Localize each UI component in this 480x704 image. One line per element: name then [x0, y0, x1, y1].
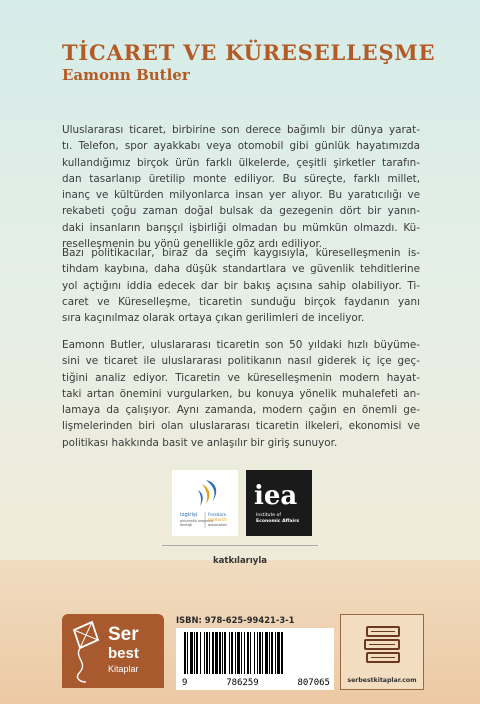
iea-line-1: Institute of — [256, 513, 281, 518]
barcode-bar — [231, 632, 233, 674]
barcode-bar — [257, 632, 258, 674]
barcode-bar — [269, 632, 270, 674]
blurb-line: Bazı politikacılar, biraz da seçim kaygısıyla, küreselleşmenin is- — [62, 247, 420, 259]
barcode-bar — [265, 632, 268, 674]
barcode-bar — [277, 632, 280, 674]
barcode-bar — [271, 632, 273, 674]
barcode-digits — [178, 678, 334, 688]
blurb-paragraph-3 — [62, 337, 420, 451]
blurb-paragraph-2 — [62, 245, 420, 326]
izgirisi-tagline-2: derneği — [180, 523, 193, 527]
barcode-bar — [241, 632, 242, 674]
blurb-line: Uluslararası ticaret, birbirine son derece bağımlı bir dünya yarat- — [62, 124, 420, 136]
iea-line-2: Economic Affairs — [256, 519, 300, 524]
stacked-books-icon — [363, 623, 403, 669]
barcode-bar — [275, 632, 276, 674]
blurb-line: dan tasarlanıp üretilip monte ediliyor. Bu süreçte, farklı millet, — [62, 172, 420, 185]
publisher-name-line-1: Ser — [108, 624, 139, 645]
barcode-bar — [259, 632, 261, 674]
barcode-bar — [237, 632, 240, 674]
iea-wordmark — [246, 470, 312, 536]
barcode-bars — [184, 632, 326, 674]
publisher-name-line-3: Kitaplar — [108, 664, 139, 674]
barcode-bar — [229, 632, 230, 674]
blurb-line: reselleşmenin bu yönü genellikle göz ardı ediliyor. — [62, 238, 323, 251]
blurb-line: daki insanların barışçıl işbirliği olmadan bu mümkün olmazdı. Kü- — [62, 221, 420, 234]
publisher-logo — [62, 614, 164, 688]
barcode-digit-group: 9 — [182, 678, 188, 688]
blurb-line: yol açtığını iddia edecek dar bir bakış açısına sahip olabiliyor. Ti- — [62, 279, 420, 292]
barcode-bar — [212, 632, 214, 674]
blurb-line: kullandığımız birçok ürün farklı ülkelerde, çeşitli şirketler tarafın- — [62, 156, 420, 169]
blurb-line: tı. Telefon, spor ayakkabı veya otomobil gibi günlük hayatımızda — [62, 140, 420, 153]
barcode-bar — [200, 632, 201, 674]
barcode-bar — [215, 632, 218, 674]
barcode-bar — [247, 632, 249, 674]
barcode-bar — [262, 632, 263, 674]
iea-logo — [246, 470, 312, 536]
blurb-line: sıra kaçınılmaz olarak ortaya çıkan gerilimleri de inceliyor. — [62, 312, 365, 325]
blurb-line: lamaya da çalışıyor. Aynı zamanda, modern çağın en önemli ge- — [62, 404, 420, 417]
contribution-label: katkılarıyla — [213, 556, 267, 566]
website-box — [340, 614, 424, 690]
publisher-name-line-2: best — [108, 645, 139, 662]
wing-swoosh-icon — [172, 470, 238, 536]
isbn-label: ISBN: 978-625-99421-3-1 — [176, 615, 295, 625]
book-author: Eamonn Butler — [62, 66, 190, 84]
barcode-bar — [204, 632, 205, 674]
book-title: TİCARET VE KÜRESELLEŞME — [62, 40, 436, 65]
izgirisi-tagline: girişimcilik araştırma — [180, 519, 214, 523]
barcode — [176, 628, 334, 690]
barcode-bar — [209, 632, 210, 674]
barcode-bar — [184, 632, 186, 674]
blurb-line: sini ve ticaret ile uluslararası politikanın nasıl giderek iç içe geç- — [62, 355, 420, 368]
barcode-bar — [254, 632, 255, 674]
website-url[interactable]: serbestkitaplar.com — [347, 677, 417, 684]
barcode-bar — [224, 632, 226, 674]
barcode-bar — [235, 632, 236, 674]
blurb-line: caret ve Küreselleşme, ticaretin sunduğu birçok faydanın yanı — [62, 295, 420, 308]
barcode-bar — [206, 632, 208, 674]
izgirisi-name: izgirişi — [180, 512, 198, 518]
freedom-line-3: association — [208, 523, 228, 527]
blurb-line: tihdam kaybına, daha düşük standartlara ve güvenlik tehditlerine — [62, 263, 420, 276]
blurb-line: inanç ve kültürden milyonlarca insan yer alıyor. Bu yaratıcılığı ve — [62, 189, 420, 202]
barcode-bar — [190, 632, 193, 674]
blurb-line: Eamonn Butler, uluslararası ticaretin son 50 yıldaki hızlı büyüme- — [62, 339, 420, 351]
blurb-paragraph-1 — [62, 122, 420, 252]
barcode-bar — [219, 632, 221, 674]
barcode-digit-group: 807065 — [297, 678, 330, 688]
iea-name: iea — [254, 481, 298, 511]
blurb-line: lişmelerinden biri olan uluslararası ticaretin ilkeleri, ekonomisi ve — [62, 420, 420, 433]
blurb-line: politikası hakkında basit ve anlaşılır bir giriş sunuyor. — [62, 436, 338, 449]
barcode-bar — [187, 632, 188, 674]
barcode-digit-group: 786259 — [226, 678, 259, 688]
partner-divider — [162, 545, 318, 546]
blurb-line: taki artan önemini vurgularken, bu konuya yönelik muhalefeti an- — [62, 387, 420, 400]
barcode-bar — [222, 632, 223, 674]
partner-logos — [160, 470, 320, 536]
kite-icon — [64, 616, 108, 686]
barcode-bar — [281, 632, 283, 674]
barcode-bar — [244, 632, 245, 674]
barcode-bar — [250, 632, 251, 674]
blurb-line: rekabeti çoğu zaman doğal bulsak da gezegenin dört bir yanın- — [62, 205, 420, 218]
freedom-line-1: freedom — [208, 513, 227, 518]
blurb-line: tiğini analiz ediyor. Ticaretin ve küreselleşmenin modern hayat- — [62, 371, 420, 384]
izgirisi-freedom-logo — [172, 470, 238, 536]
barcode-bar — [196, 632, 198, 674]
freedom-line-2: research — [208, 518, 227, 523]
barcode-bar — [194, 632, 195, 674]
